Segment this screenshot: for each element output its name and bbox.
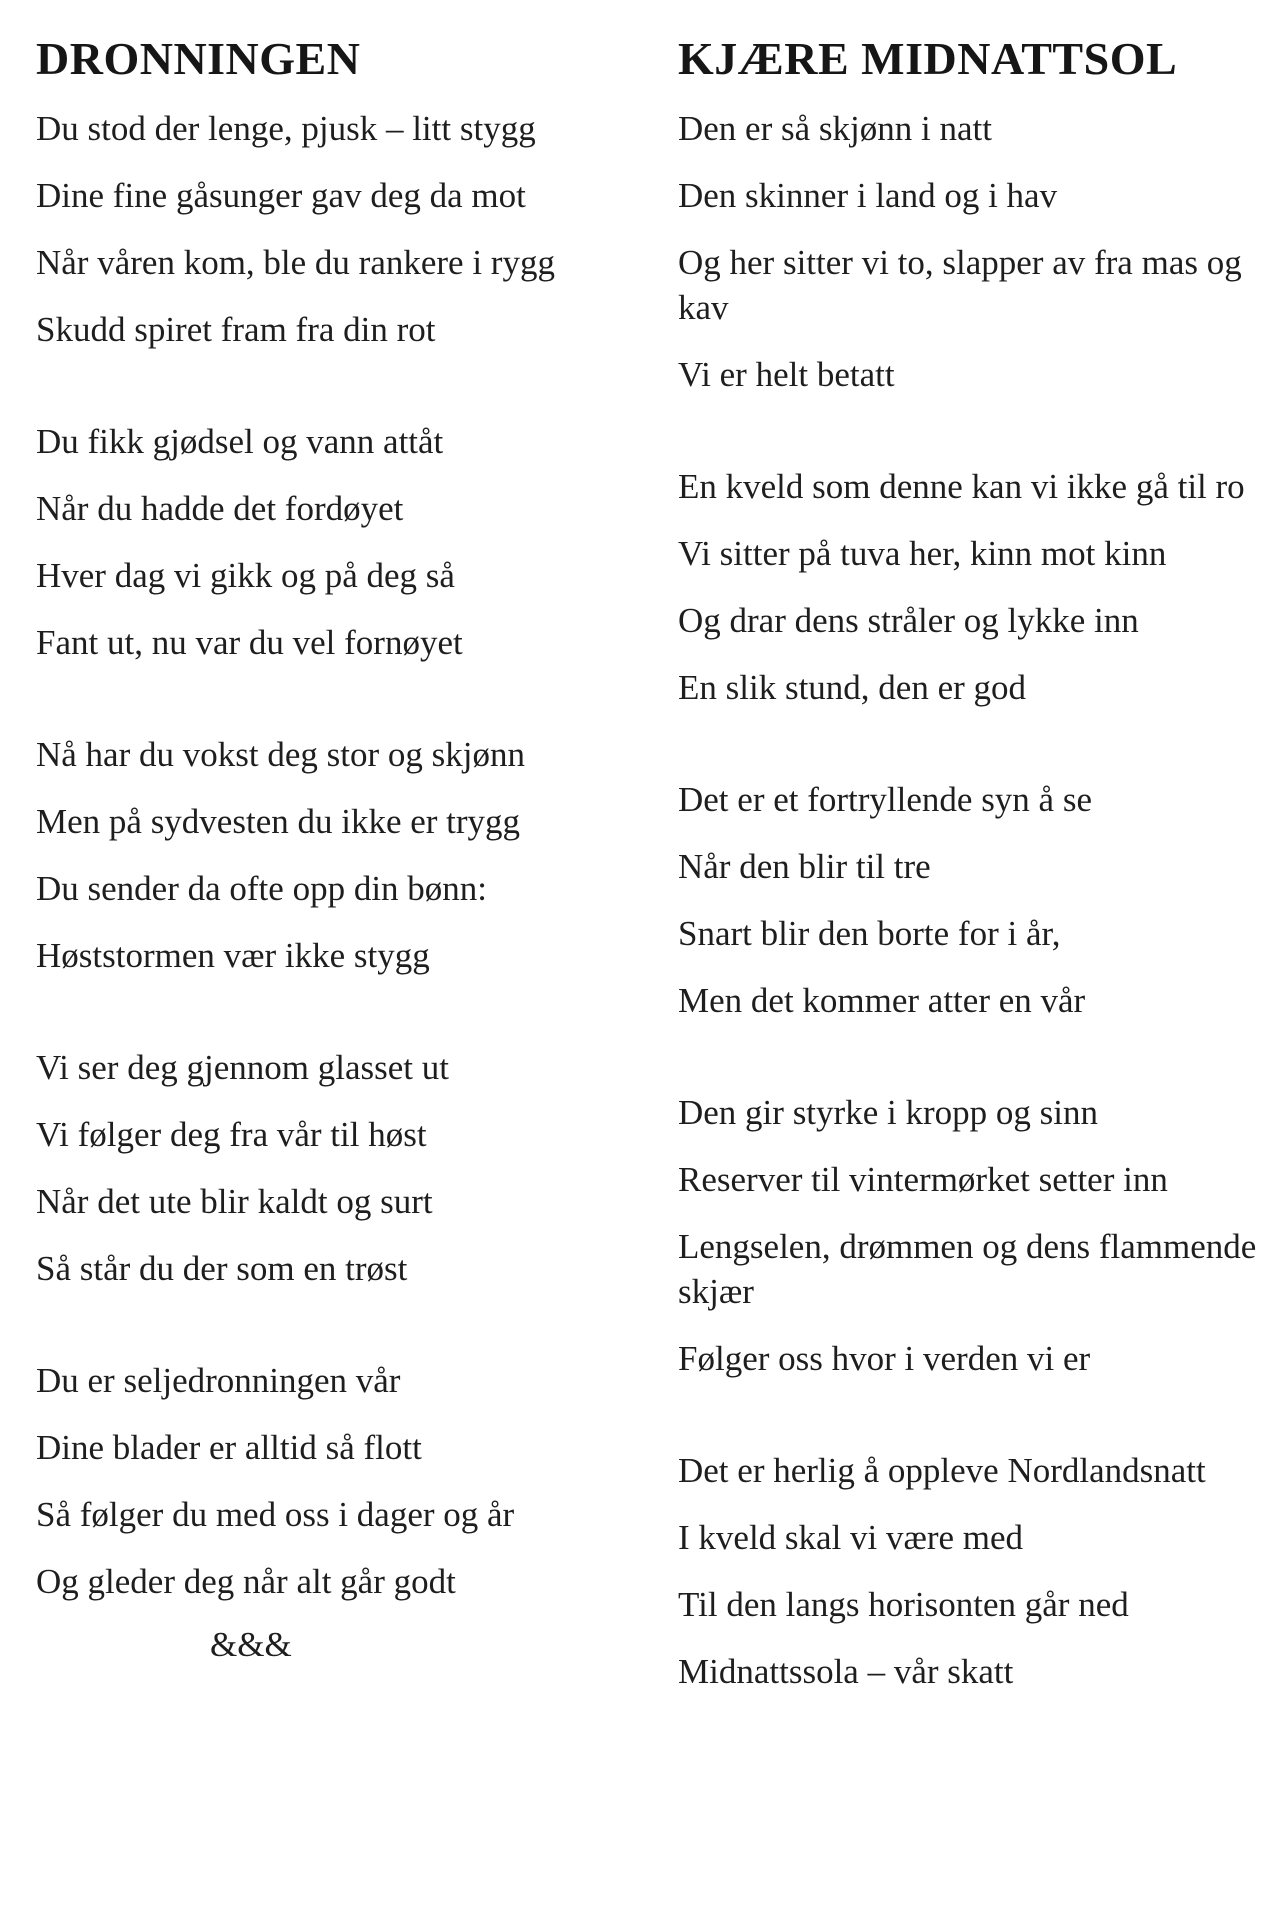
poem-line: Dine blader er alltid så flott	[36, 1428, 422, 1467]
poem-line: Det er et fortryllende syn å se	[678, 780, 1093, 819]
poem-line: Du stod der lenge, pjusk – litt stygg	[36, 109, 536, 148]
poem-line: Hver dag vi gikk og på deg så	[36, 556, 455, 595]
poem-line: I kveld skal vi være med	[678, 1518, 1024, 1557]
stanza	[36, 419, 646, 665]
stanza	[678, 777, 1258, 1023]
poem-line: Når du hadde det fordøyet	[36, 489, 404, 528]
poem-line: Fant ut, nu var du vel fornøyet	[36, 623, 463, 662]
poem-line: Men på sydvesten du ikke er trygg	[36, 802, 521, 841]
poem-line: Dine fine gåsunger gav deg da mot	[36, 176, 526, 215]
poem-line: En slik stund, den er god	[678, 668, 1027, 707]
poem-line: Til den langs horisonten går ned	[678, 1585, 1129, 1624]
poem-line: Nå har du vokst deg stor og skjønn	[36, 735, 525, 774]
poem-line: Vi følger deg fra vår til høst	[36, 1115, 427, 1154]
poem-line: Vi er helt betatt	[678, 355, 895, 394]
poem-line: Vi ser deg gjennom glasset ut	[36, 1048, 449, 1087]
poem-title: DRONNINGEN	[36, 33, 361, 84]
poem-line: Når den blir til tre	[678, 847, 931, 886]
poem-dronningen	[36, 34, 646, 1667]
stanza	[678, 464, 1258, 710]
poem-line: Skudd spiret fram fra din rot	[36, 310, 436, 349]
poem-line: Den skinner i land og i hav	[678, 176, 1058, 215]
poem-line: Og drar dens stråler og lykke inn	[678, 601, 1139, 640]
poem-line: Det er herlig å oppleve Nordlandsnatt	[678, 1451, 1206, 1490]
poem-line: Når våren kom, ble du rankere i rygg	[36, 243, 555, 282]
poem-title: KJÆRE MIDNATTSOL	[678, 33, 1178, 84]
poem-line: Den gir styrke i kropp og sinn	[678, 1093, 1098, 1132]
poem-line: Høststormen vær ikke stygg	[36, 936, 430, 975]
poem-line: Den er så skjønn i natt	[678, 109, 992, 148]
stanza	[678, 106, 1258, 397]
poem-line: Du sender da ofte opp din bønn:	[36, 869, 488, 908]
poem-line: Vi sitter på tuva her, kinn mot kinn	[678, 534, 1167, 573]
stanza	[678, 1448, 1258, 1694]
stanza	[36, 106, 646, 352]
stanza	[36, 1045, 646, 1291]
poem-kjaere-midnattsol	[678, 34, 1258, 1716]
poem-line: Og her sitter vi to, slapper av fra mas og kav	[678, 243, 1242, 327]
poem-line: Så står du der som en trøst	[36, 1249, 408, 1288]
poem-line: Når det ute blir kaldt og surt	[36, 1182, 433, 1221]
poem-line: Men det kommer atter en vår	[678, 981, 1086, 1020]
poem-line: Og gleder deg når alt går godt	[36, 1562, 456, 1601]
poem-line: Reserver til vintermørket setter inn	[678, 1160, 1168, 1199]
poem-line: En kveld som denne kan vi ikke gå til ro	[678, 467, 1245, 506]
poem-line: Snart blir den borte for i år,	[678, 914, 1061, 953]
stanza	[36, 1358, 646, 1667]
poem-line: Lengselen, drømmen og dens flammende skjær	[678, 1227, 1257, 1311]
stanza	[36, 732, 646, 978]
poem-line: Følger oss hvor i verden vi er	[678, 1339, 1091, 1378]
poem-line: Midnattssola – vår skatt	[678, 1652, 1014, 1691]
poem-line: Du fikk gjødsel og vann attåt	[36, 422, 444, 461]
poem-line: Du er seljedronningen vår	[36, 1361, 401, 1400]
poem-line: Så følger du med oss i dager og år	[36, 1495, 515, 1534]
stanza	[678, 1090, 1258, 1381]
poem-ending-mark: &&&	[210, 1625, 292, 1664]
